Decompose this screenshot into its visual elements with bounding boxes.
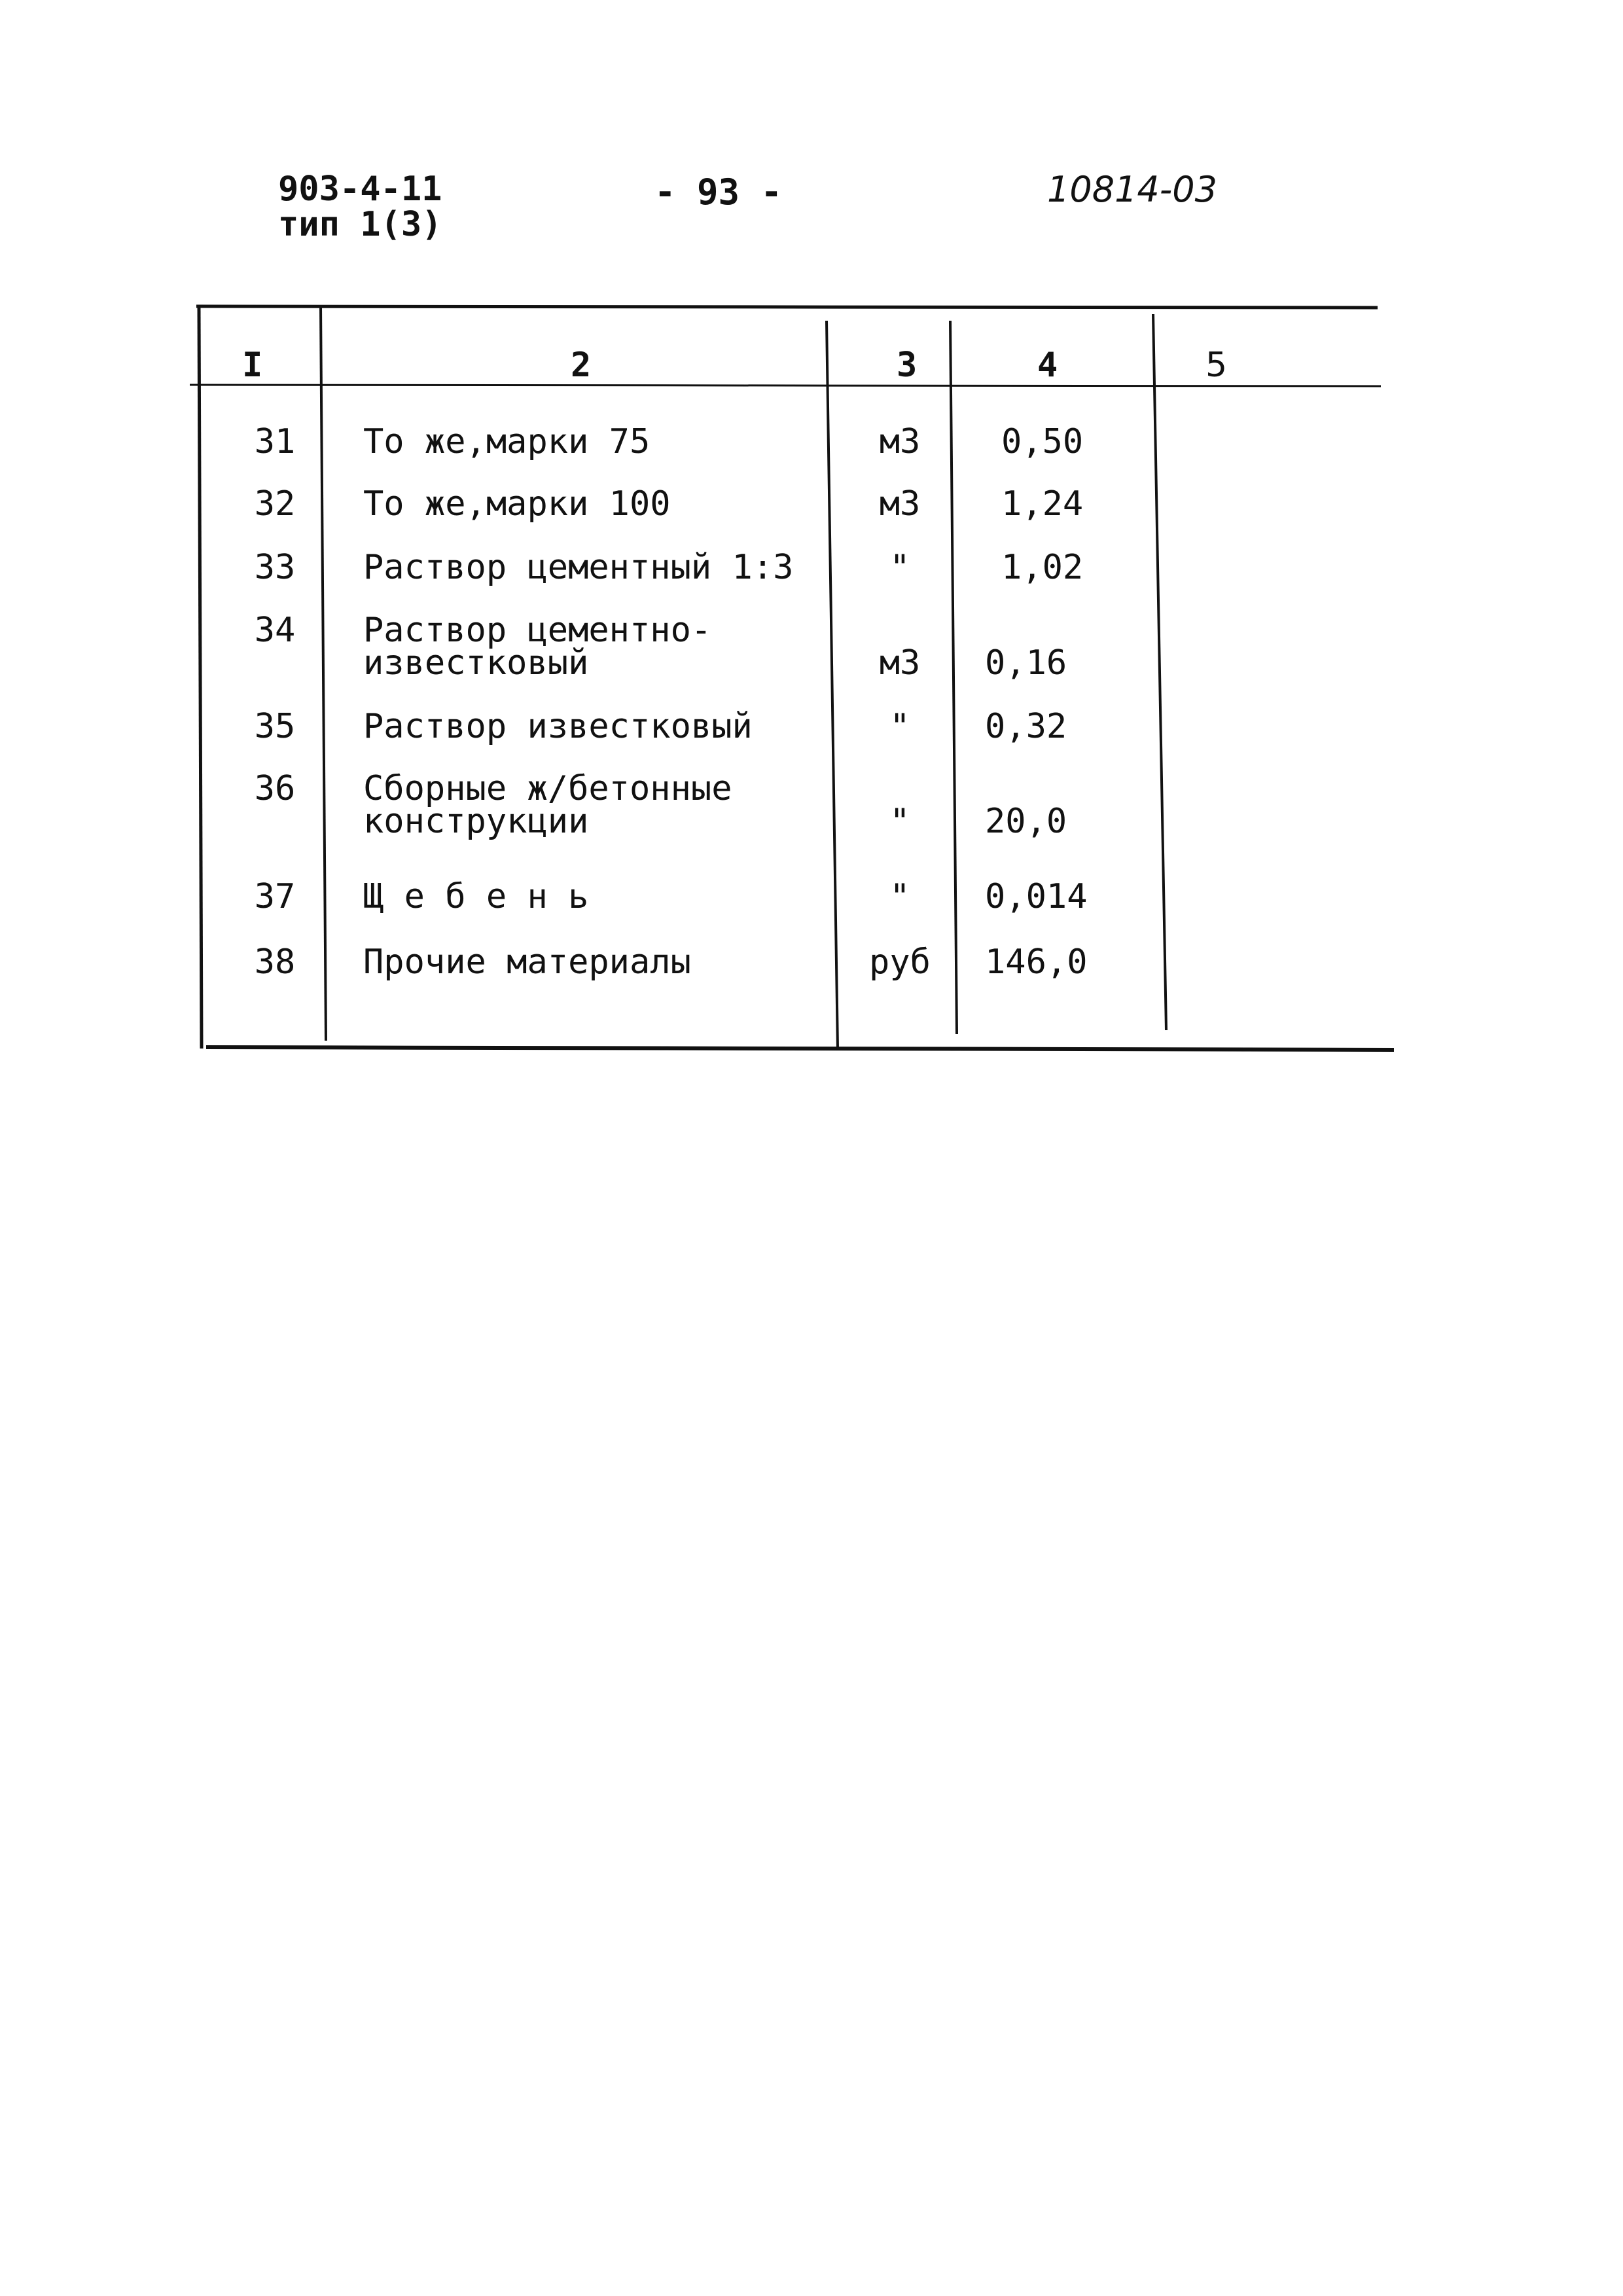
column-header-3: 3: [897, 346, 918, 385]
row-number: 35: [254, 707, 296, 746]
row-unit: ": [889, 877, 910, 916]
row-name: Щ е б е н ь: [363, 877, 589, 916]
column-header-1: I: [242, 346, 263, 385]
row-quantity: 20,0: [985, 802, 1067, 841]
row-quantity: 1,02: [1001, 548, 1084, 587]
row-name: То же,марки 75: [363, 422, 651, 461]
col-border-left: [199, 308, 202, 1049]
row-quantity: 0,16: [985, 643, 1067, 683]
row-quantity: 1,24: [1001, 484, 1084, 524]
row-number: 32: [254, 484, 296, 524]
row-unit: руб: [869, 942, 931, 982]
row-name: То же,марки 100: [363, 484, 671, 524]
row-number: 34: [254, 611, 296, 650]
col-divider-4: [1153, 314, 1166, 1030]
col-divider-3: [950, 321, 957, 1034]
col-divider-2: [827, 321, 838, 1049]
row-number: 38: [254, 942, 296, 982]
row-quantity: 0,50: [1001, 422, 1084, 461]
row-name: Раствор цементный 1:3: [363, 548, 794, 587]
table-header-divider: [190, 385, 1381, 386]
handwritten-code: 10814-03: [1047, 169, 1217, 210]
row-name: Прочие материалы: [363, 942, 691, 982]
row-unit: м3: [879, 484, 921, 524]
row-quantity: 0,014: [985, 877, 1088, 916]
row-unit: м3: [879, 643, 921, 683]
column-header-2: 2: [571, 346, 592, 385]
page-number: - 93 -: [654, 171, 783, 213]
row-number: 37: [254, 877, 296, 916]
row-name: Сборные ж/бетонные: [363, 769, 732, 808]
row-name: Раствор цементно-: [363, 611, 712, 650]
table-top-border: [196, 306, 1378, 308]
row-quantity: 146,0: [985, 942, 1088, 982]
table-bottom-border: [206, 1047, 1394, 1050]
row-quantity: 0,32: [985, 707, 1067, 746]
row-name: известковый: [363, 643, 589, 683]
row-number: 36: [254, 769, 296, 808]
row-number: 33: [254, 548, 296, 587]
row-name: конструкции: [363, 802, 589, 841]
document-number: 903-4-11: [278, 170, 442, 209]
row-unit: м3: [879, 422, 921, 461]
column-header-5: 5: [1205, 346, 1228, 385]
row-unit: ": [889, 707, 910, 746]
row-name: Раствор известковый: [363, 707, 753, 746]
row-number: 31: [254, 422, 296, 461]
column-header-4: 4: [1037, 346, 1058, 385]
document-type: тип 1(3): [278, 205, 442, 244]
row-unit: ": [889, 802, 910, 841]
row-unit: ": [889, 548, 910, 587]
col-divider-1: [321, 306, 326, 1041]
